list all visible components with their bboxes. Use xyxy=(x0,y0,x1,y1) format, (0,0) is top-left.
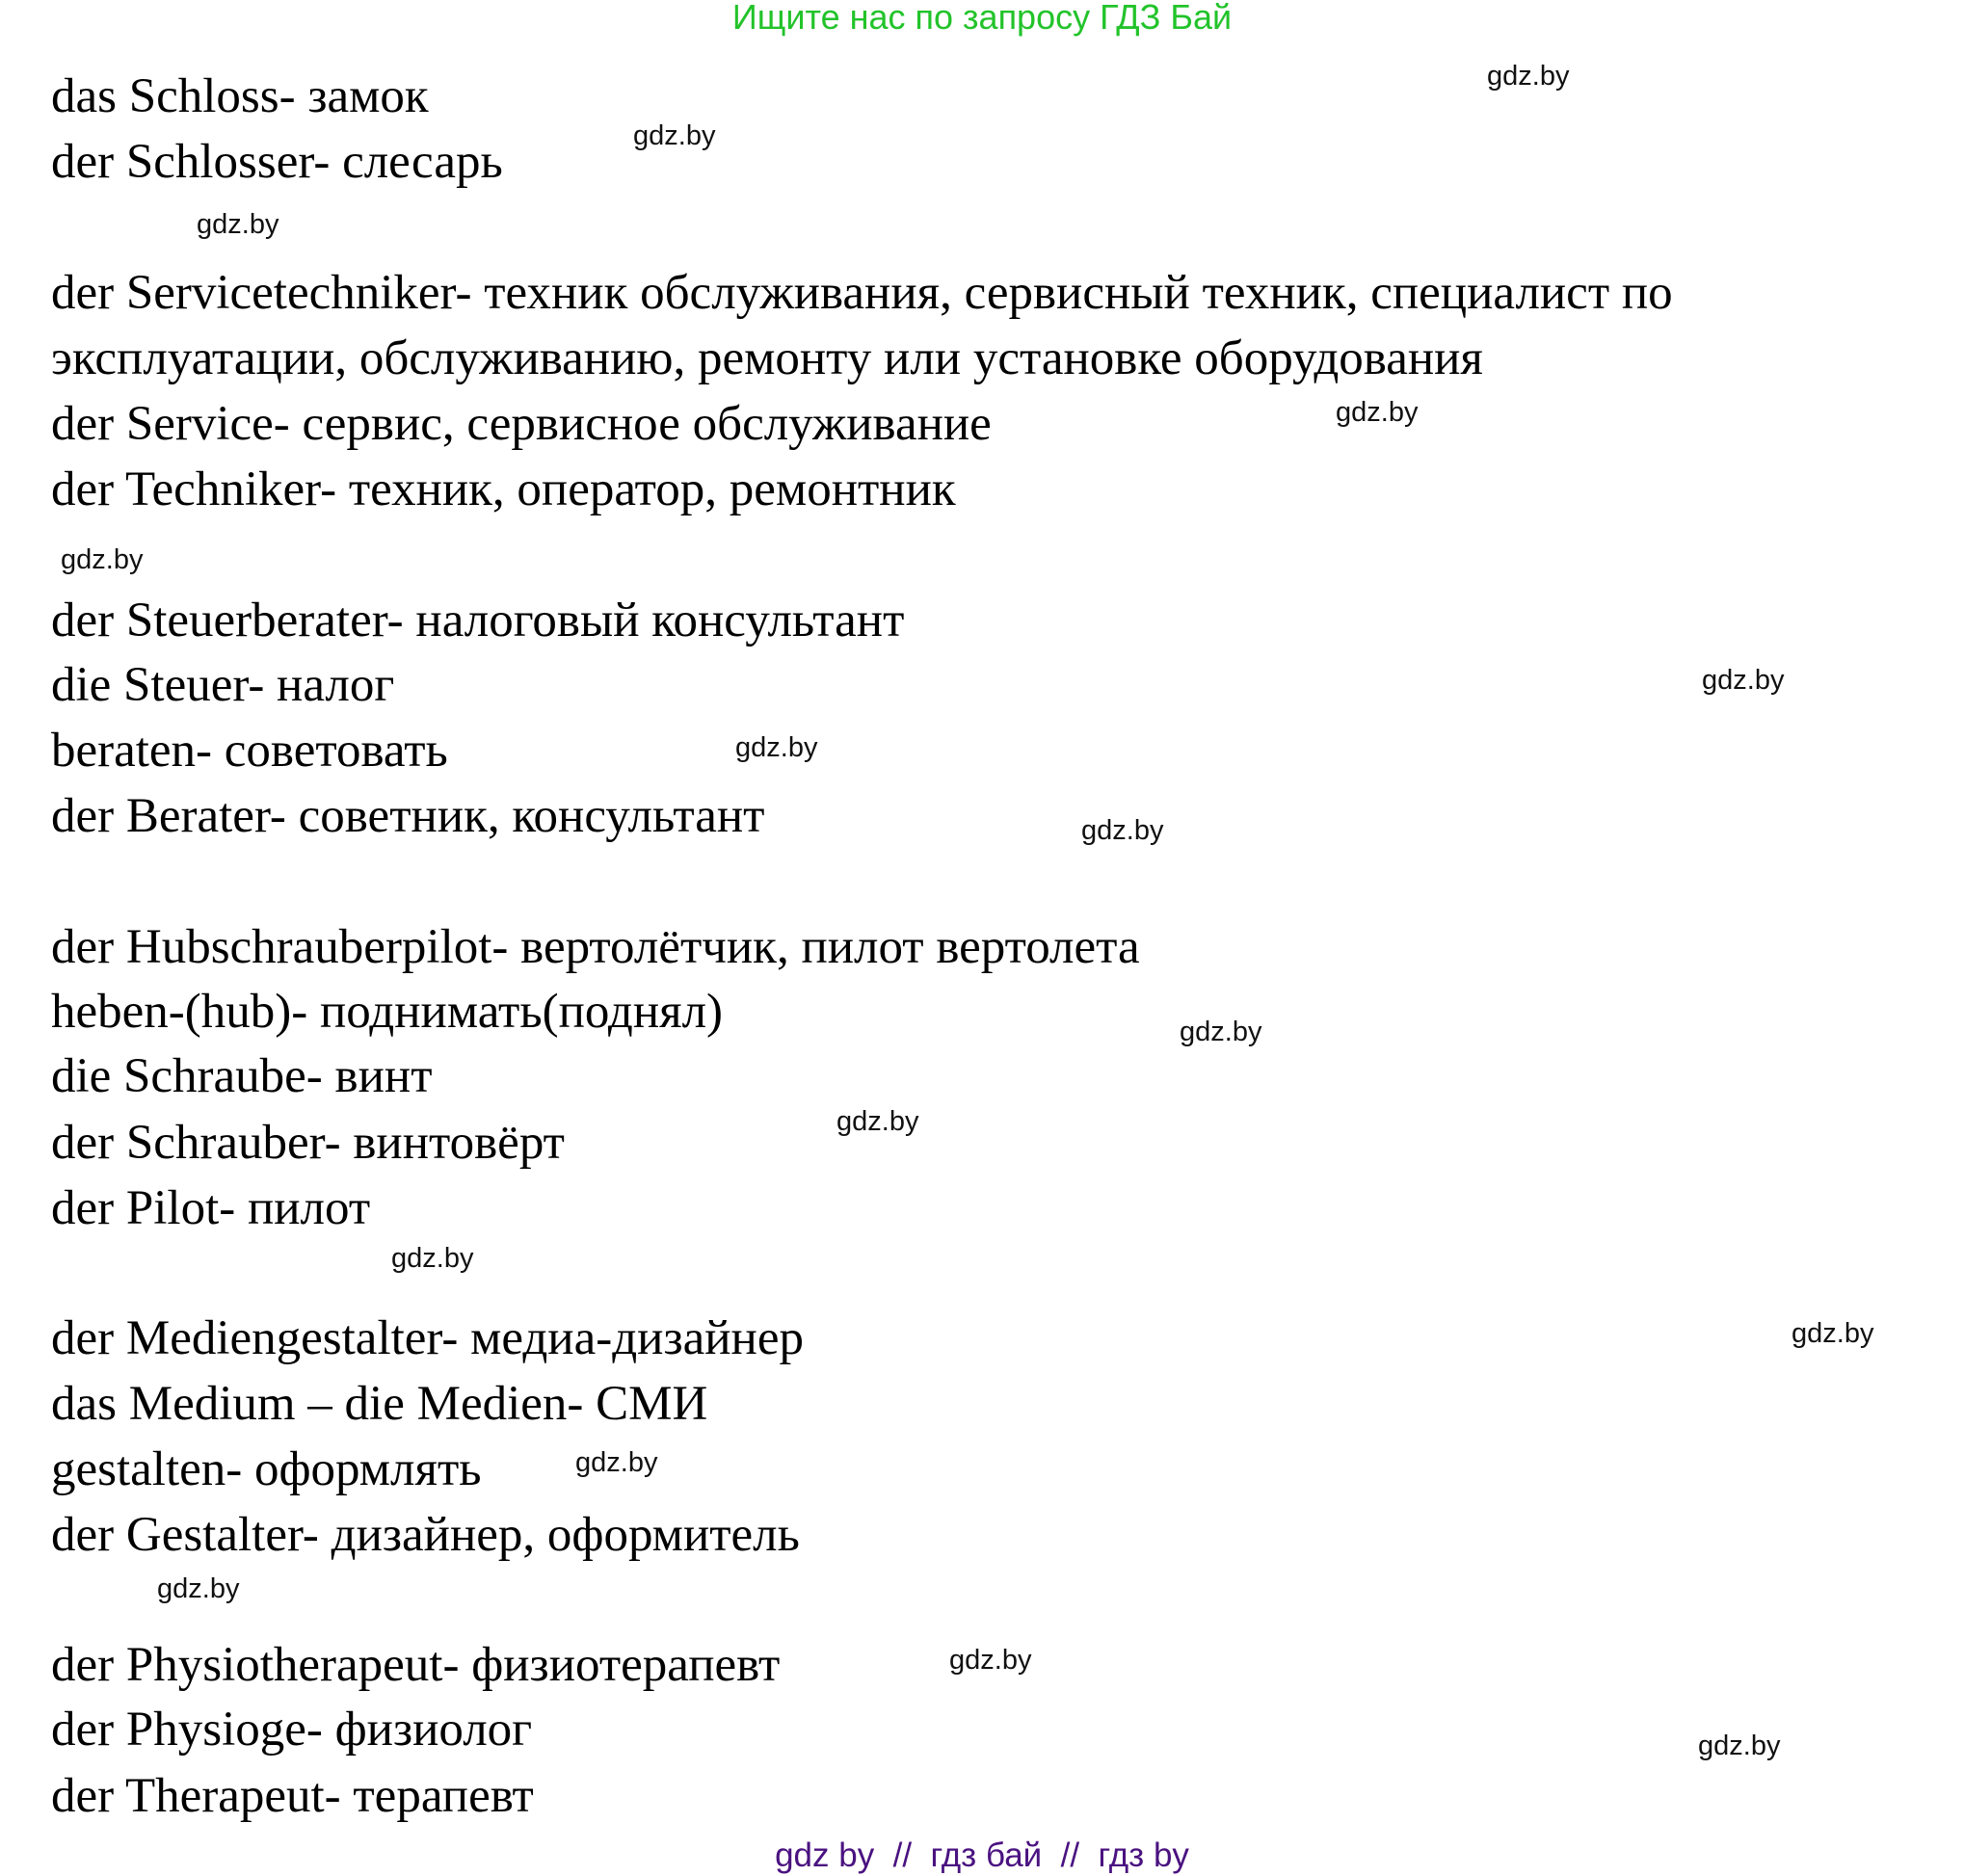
gdz-watermark: gdz.by xyxy=(633,120,716,151)
vocabulary-entry: der Gestalter- дизайнер, оформитель xyxy=(51,1508,800,1562)
footer-watermark: gdz by // гдз бай // гдз by xyxy=(775,1836,1189,1874)
vocabulary-entry: gestalten- оформлять xyxy=(51,1442,482,1496)
gdz-watermark: gdz.by xyxy=(1791,1318,1874,1349)
gdz-watermark: gdz.by xyxy=(575,1447,658,1478)
vocabulary-entry: die Schraube- винт xyxy=(51,1049,433,1103)
gdz-watermark: gdz.by xyxy=(1487,61,1570,92)
vocabulary-entry: der Physioge- физиолог xyxy=(51,1703,533,1757)
vocabulary-entry: der Schlosser- слесарь xyxy=(51,135,503,189)
gdz-watermark: gdz.by xyxy=(1702,665,1785,696)
gdz-watermark: gdz.by xyxy=(1336,397,1419,428)
gdz-watermark: gdz.by xyxy=(391,1243,474,1274)
gdz-watermark: gdz.by xyxy=(61,544,144,575)
vocabulary-entry: das Schloss- замок xyxy=(51,69,429,123)
vocabulary-entry: эксплуатации, обслуживанию, ремонту или установке оборудования xyxy=(51,331,1483,385)
vocabulary-entry: heben-(hub)- поднимать(поднял) xyxy=(51,985,724,1039)
gdz-watermark: gdz.by xyxy=(1698,1731,1781,1761)
gdz-watermark: gdz.by xyxy=(1081,815,1164,846)
gdz-watermark: gdz.by xyxy=(197,209,279,240)
gdz-watermark: gdz.by xyxy=(735,732,818,763)
gdz-watermark: gdz.by xyxy=(836,1106,919,1137)
vocabulary-entry: der Techniker- техник, оператор, ремонтник xyxy=(51,462,956,516)
vocabulary-entry: der Schrauber- винтовёрт xyxy=(51,1116,565,1170)
vocabulary-entry: der Therapeut- терапевт xyxy=(51,1769,534,1823)
vocabulary-entry: der Steuerberater- налоговый консультант xyxy=(51,594,905,647)
gdz-watermark: gdz.by xyxy=(1180,1017,1262,1047)
vocabulary-entry: das Medium – die Medien- СМИ xyxy=(51,1377,708,1431)
vocabulary-entry: der Mediengestalter- медиа-дизайнер xyxy=(51,1311,804,1365)
gdz-watermark: gdz.by xyxy=(157,1573,240,1604)
vocabulary-entry: die Steuer- налог xyxy=(51,658,395,712)
vocabulary-entry: der Hubschrauberpilot- вертолётчик, пилот вертолета xyxy=(51,920,1140,974)
vocabulary-entry: der Berater- советник, консультант xyxy=(51,789,765,843)
search-hint-banner: Ищите нас по запросу ГДЗ Бай xyxy=(731,0,1233,37)
vocabulary-entry: der Physiotherapeut- физиотерапевт xyxy=(51,1638,781,1692)
gdz-watermark: gdz.by xyxy=(949,1645,1032,1676)
vocabulary-entry: der Pilot- пилот xyxy=(51,1181,371,1235)
vocabulary-entry: der Servicetechniker- техник обслуживания, сервисный техник, специалист по xyxy=(51,266,1673,320)
vocabulary-entry: der Service- сервис, сервисное обслуживание xyxy=(51,397,992,451)
vocabulary-entry: beraten- советовать xyxy=(51,724,448,778)
